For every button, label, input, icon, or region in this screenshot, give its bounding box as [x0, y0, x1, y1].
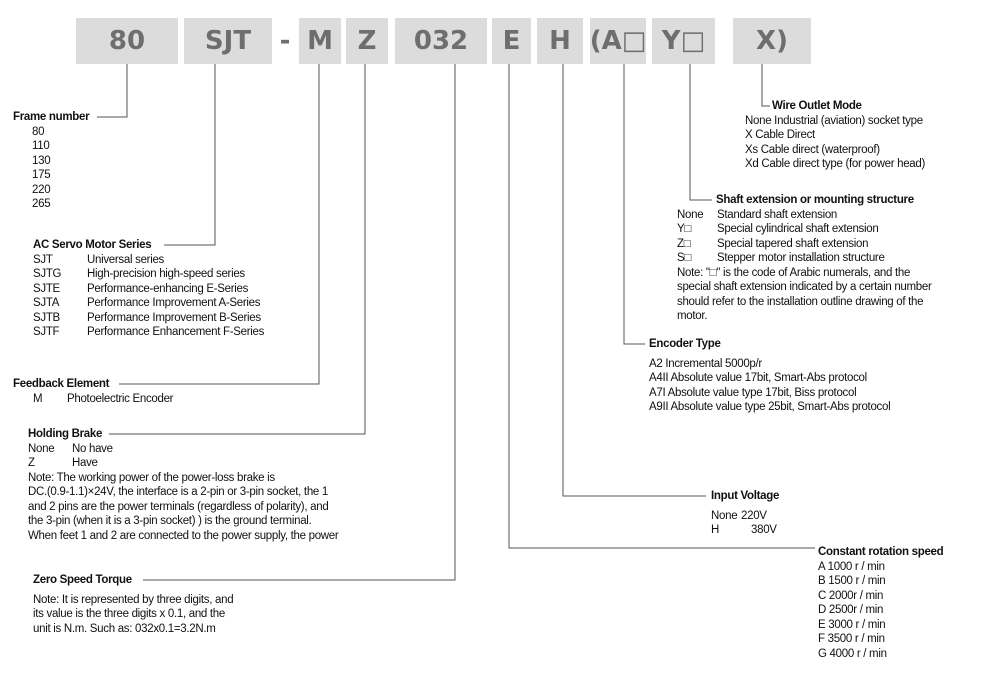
frame-item: 80: [32, 125, 45, 138]
zero-speed-torque-title: Zero Speed Torque: [33, 574, 132, 586]
encoder-title: Encoder Type: [649, 338, 721, 350]
feedback-block: [13, 377, 173, 406]
speed-item: G 4000 r / min: [818, 647, 887, 660]
shaft-row: None Standard shaft extension: [677, 208, 838, 221]
shaft-row: S□ Stepper motor installation structure: [677, 252, 885, 264]
encoder-item: A4II Absolute value 17bit, Smart-Abs protocol: [649, 372, 867, 384]
code-frame: 80: [76, 18, 178, 64]
frame-item: 175: [32, 169, 51, 181]
shaft-block: [677, 193, 932, 324]
code-torque: 032: [395, 18, 487, 64]
feedback-title: Feedback Element: [13, 378, 110, 390]
speed-item: B 1500 r / min: [818, 575, 886, 587]
torque-note-line: its value is the three digits x 0.1, and the: [33, 608, 226, 620]
brake-row: Z Have: [28, 457, 98, 469]
frame-item: 110: [32, 140, 50, 152]
series-row: SJTE Performance-enhancing E-Series: [33, 282, 249, 295]
encoder-item: A2 Incremental 5000p/r: [649, 357, 762, 370]
connector-series: [164, 64, 215, 245]
connector-encoder: [624, 64, 645, 344]
zero-speed-torque-block: [33, 573, 233, 636]
series-row: SJTG High-precision high-speed series: [33, 268, 245, 280]
rotation-speed-title: Constant rotation speed: [818, 546, 944, 558]
ac-servo-block: [33, 238, 264, 340]
torque-note-line: unit is N.m. Such as: 032x0.1=3.2N.m: [33, 622, 216, 635]
wire-item: None Industrial (aviation) socket type: [745, 114, 923, 127]
shaft-note-line: should refer to the installation outline drawing of the: [677, 295, 924, 308]
brake-note-line: the 3-pin (when it is a 3-pin socket) ) is the ground terminal.: [28, 515, 312, 527]
encoder-item: A9II Absolute value type 25bit, Smart-Abs protocol: [649, 401, 891, 413]
feedback-row: M Photoelectric Encoder: [33, 392, 174, 405]
code-encoder: (A□: [590, 18, 646, 64]
series-row: SJTB Performance Improvement B-Series: [33, 311, 261, 324]
speed-item: E 3000 r / min: [818, 618, 886, 631]
connector-shaft: [690, 64, 712, 200]
wire-item: Xd Cable direct type (for power head): [745, 158, 926, 170]
rotation-speed-block: [818, 545, 943, 661]
torque-note-line: Note: It is represented by three digits, and: [33, 593, 234, 606]
wire-item: Xs Cable direct (waterproof): [745, 143, 880, 156]
holding-brake-title: Holding Brake: [28, 428, 103, 440]
code-feedback: M: [299, 18, 341, 64]
speed-item: A 1000 r / min: [818, 560, 885, 573]
wire-item: X Cable Direct: [745, 129, 815, 141]
frame-item: 265: [32, 198, 51, 210]
input-voltage-title: Input Voltage: [711, 490, 780, 502]
holding-brake-block: [28, 427, 338, 543]
shaft-row: Z□ Special tapered shaft extension: [677, 237, 869, 250]
frame-item: 130: [32, 154, 51, 167]
brake-note-line: Note: The working power of the power-loss brake is: [28, 471, 275, 484]
frame-item: 220: [32, 183, 51, 196]
input-voltage-block: [711, 489, 779, 538]
speed-item: C 2000r / min: [818, 589, 884, 602]
shaft-note-line: Note: "□" is the code of Arabic numerals, and the: [677, 266, 911, 279]
series-row: SJTA Performance Improvement A-Series: [33, 297, 261, 309]
code-wire: X): [733, 18, 811, 64]
shaft-title: Shaft extension or mounting structure: [716, 194, 914, 206]
shaft-row: Y□ Special cylindrical shaft extension: [677, 223, 879, 235]
shaft-note-line: motor.: [677, 310, 708, 322]
speed-item: F 3500 r / min: [818, 633, 885, 645]
code-dash: -: [279, 26, 291, 56]
code-speed: E: [492, 18, 531, 64]
brake-note-line: When feet 1 and 2 are connected to the power supply, the power: [28, 529, 339, 542]
ac-servo-title: AC Servo Motor Series: [33, 239, 152, 251]
brake-row: None No have: [28, 442, 113, 455]
frame-number-title: Frame number: [13, 111, 90, 123]
series-row: SJTF Performance Enhancement F-Series: [33, 326, 265, 338]
brake-note-line: and 2 pins are the power terminals (regardless of polarity), and: [28, 500, 329, 513]
code-voltage: H: [537, 18, 583, 64]
connector-frame: [97, 64, 127, 117]
voltage-row: H 380V: [711, 524, 777, 536]
voltage-row: None 220V: [711, 509, 767, 522]
code-series: SJT: [184, 18, 272, 64]
speed-item: D 2500r / min: [818, 604, 884, 616]
encoder-block: [649, 337, 890, 415]
series-row: SJT Universal series: [33, 253, 165, 266]
encoder-item: A7I Absolute value type 17bit, Biss protocol: [649, 386, 857, 399]
frame-number-block: [13, 110, 89, 212]
shaft-note-line: special shaft extension indicated by a certain number: [677, 281, 932, 293]
code-brake: Z: [346, 18, 388, 64]
wire-outlet-block: [745, 99, 925, 172]
wire-outlet-title: Wire Outlet Mode: [772, 100, 862, 112]
brake-note-line: DC.(0.9-1.1)×24V, the interface is a 2-pin or 3-pin socket, the 1: [28, 486, 329, 498]
code-shaft: Y□: [652, 18, 715, 64]
